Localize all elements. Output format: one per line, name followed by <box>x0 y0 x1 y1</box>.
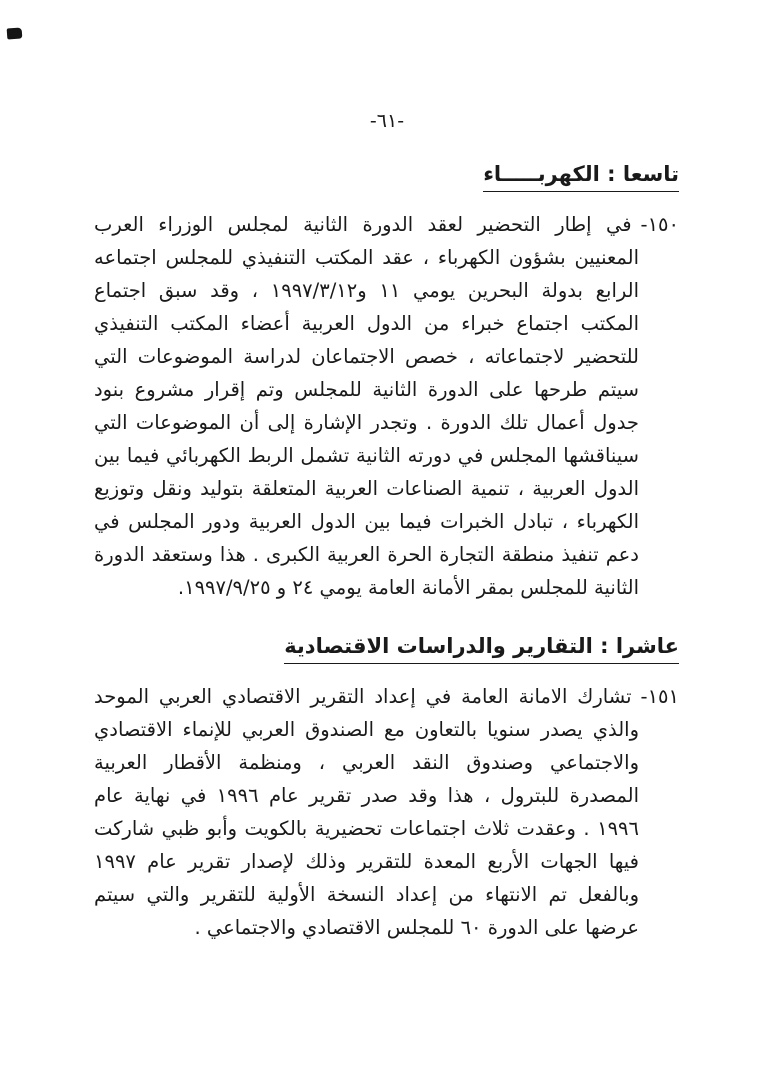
item-text-150: في إطار التحضير لعقد الدورة الثانية لمجلس الوزراء العرب المعنيين بشؤون الكهرباء ، عقد المكتب التنفيذي للمجلس اجتماعه الرابع بدولة البحرين يومي ١١ و١٩٩٧/٣/١٢ ، وقد سبق اجتماع المكتب اجتماع خبراء من الدول العربية أعضاء المكتب التنفيذي للتحضير لاجتماعاته ، خصص الاجتماعان لدراسة الموضوعات التي سيتم طرحها على الدورة الثانية للمجلس وتم إقرار مشروع بنود جدول أعمال تلك الدورة . وتجدر الإشارة إلى أن الموضوعات التي سيناقشها المجلس في دورته الثانية تشمل الربط الكهربائي فيما بين الدول العربية ، تنمية الصناعات العربية المتعلقة بتوليد ونقل وتوزيع الكهرباء ، تبادل الخبرات فيما بين الدول العربية ودور المجلس في دعم تنفيذ منطقة التجارة الحرة العربية الكبرى . هذا وستعقد الدورة الثانية للمجلس بمقر الأمانة العامة يومي ٢٤ و ١٩٩٧/٩/٢٥. <box>94 213 639 599</box>
section-heading-economic-reports <box>94 634 679 664</box>
section-electricity <box>94 162 679 604</box>
paragraph-item-151 <box>94 680 679 944</box>
paragraph-item-150 <box>94 208 679 604</box>
item-text-151: تشارك الامانة العامة في إعداد التقرير الاقتصادي العربي الموحد والذي يصدر سنويا بالتعاون مع الصندوق العربي للإنماء الاقتصادي والاجتماعي وصندوق النقد العربي ، ومنظمة الأقطار العربية المصدرة للبترول ، هذا وقد صدر تقرير عام ١٩٩٦ في نهاية عام ١٩٩٦ . وعقدت ثلاث اجتماعات تحضيرية بالكويت وأبو ظبي شاركت فيها الجهات الأربع المعدة للتقرير وذلك لإصدار تقرير عام ١٩٩٧ وبالفعل تم الانتهاء من إعداد النسخة الأولية للتقرير والتي سيتم عرضها على الدورة ٦٠ للمجلس الاقتصادي والاجتماعي . <box>94 685 640 939</box>
section-economic-reports <box>94 634 679 944</box>
scan-artifact <box>7 27 23 39</box>
section-heading-economic-reports-text: عاشرا : التقارير والدراسات الاقتصادية <box>284 634 679 664</box>
section-heading-electricity-text: تاسعا : الكهربـــــاء <box>483 162 679 192</box>
document-content <box>0 162 774 944</box>
section-heading-electricity <box>94 162 679 192</box>
page-number: -٦١- <box>369 110 405 132</box>
item-number-151: ١٥١- <box>640 685 679 708</box>
item-number-150: ١٥٠- <box>640 213 679 236</box>
